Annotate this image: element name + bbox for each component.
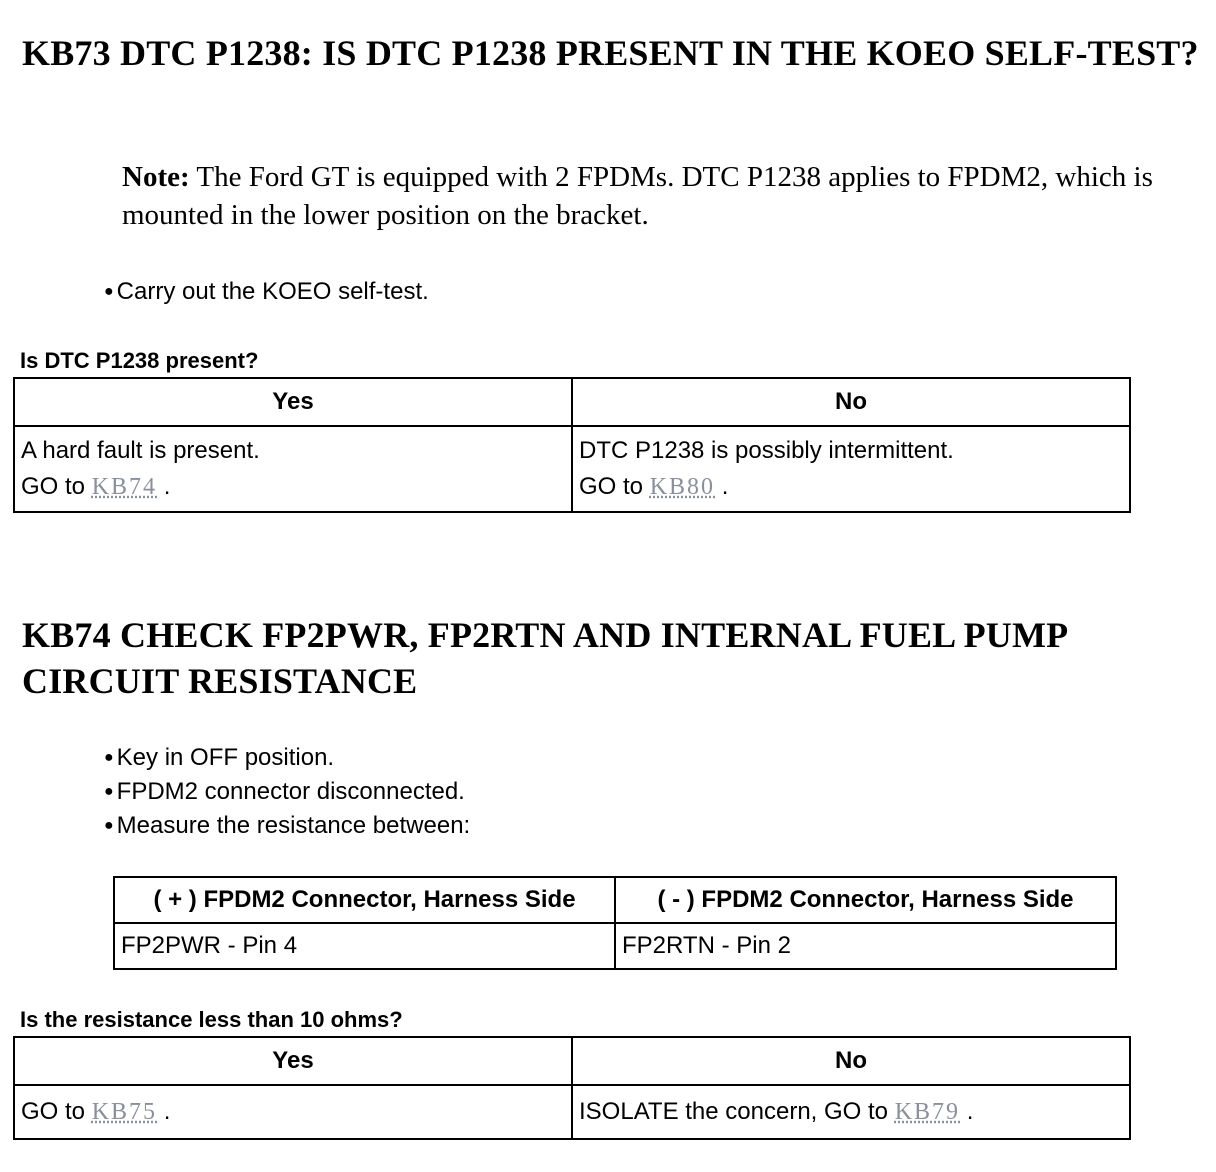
yes-header: Yes (14, 378, 572, 426)
yes-cell (14, 1085, 572, 1139)
list-item (104, 741, 470, 775)
kb73-question: Is DTC P1238 present? (20, 348, 259, 373)
no-header: No (572, 378, 1130, 426)
bullet-icon: ● (104, 817, 114, 834)
link-kb80[interactable]: KB80 (649, 474, 716, 500)
list-item (104, 809, 470, 843)
bullet-text: Measure the resistance between: (116, 812, 471, 839)
go-text: GO to (579, 473, 650, 500)
period: . (960, 1098, 974, 1125)
negative-pin-cell: FP2RTN - Pin 2 (615, 923, 1116, 969)
negative-connector-header: ( - ) FPDM2 Connector, Harness Side (615, 877, 1116, 923)
no-cell (572, 1085, 1130, 1139)
go-text: ISOLATE the concern, GO to (579, 1098, 895, 1125)
bullet-text: FPDM2 connector disconnected. (116, 778, 465, 805)
no-header: No (572, 1037, 1130, 1085)
no-text: DTC P1238 is possibly intermittent. (579, 437, 954, 464)
kb73-answer-table (13, 377, 1131, 513)
go-text: GO to (21, 473, 92, 500)
link-kb79[interactable]: KB79 (894, 1099, 961, 1125)
list-item (104, 275, 429, 309)
kb74-bullet-list (104, 741, 470, 843)
go-text: GO to (21, 1098, 92, 1125)
positive-pin-cell: FP2PWR - Pin 4 (114, 923, 615, 969)
kb74-title: KB74 CHECK FP2PWR, FP2RTN AND INTERNAL FUEL PUMP CIRCUIT RESISTANCE (22, 615, 1067, 701)
kb74-answer-table (13, 1036, 1131, 1140)
link-kb74[interactable]: KB74 (91, 474, 158, 500)
kb74-question: Is the resistance less than 10 ohms? (20, 1007, 403, 1032)
bullet-icon: ● (104, 783, 114, 800)
yes-header: Yes (14, 1037, 572, 1085)
period: . (715, 473, 729, 500)
note-label: Note: (122, 161, 190, 193)
bullet-text: Key in OFF position. (116, 744, 335, 771)
bullet-icon: ● (104, 749, 114, 766)
measure-table (113, 876, 1117, 970)
bullet-text: Carry out the KOEO self-test. (116, 278, 429, 305)
list-item (104, 775, 470, 809)
kb73-title: KB73 DTC P1238: IS DTC P1238 PRESENT IN THE KOEO SELF-TEST? (22, 33, 1199, 73)
bullet-icon: ● (104, 283, 114, 300)
link-kb75[interactable]: KB75 (91, 1099, 158, 1125)
note-text: The Ford GT is equipped with 2 FPDMs. DTC P1238 applies to FPDM2, which is mounted in the lower position on the bracket. (122, 161, 1153, 231)
no-cell (572, 426, 1130, 512)
yes-text: A hard fault is present. (21, 437, 260, 464)
kb73-bullet-list (104, 275, 429, 309)
period: . (157, 1098, 171, 1125)
kb73-note (122, 158, 1202, 234)
yes-cell (14, 426, 572, 512)
period: . (157, 473, 171, 500)
positive-connector-header: ( + ) FPDM2 Connector, Harness Side (114, 877, 615, 923)
